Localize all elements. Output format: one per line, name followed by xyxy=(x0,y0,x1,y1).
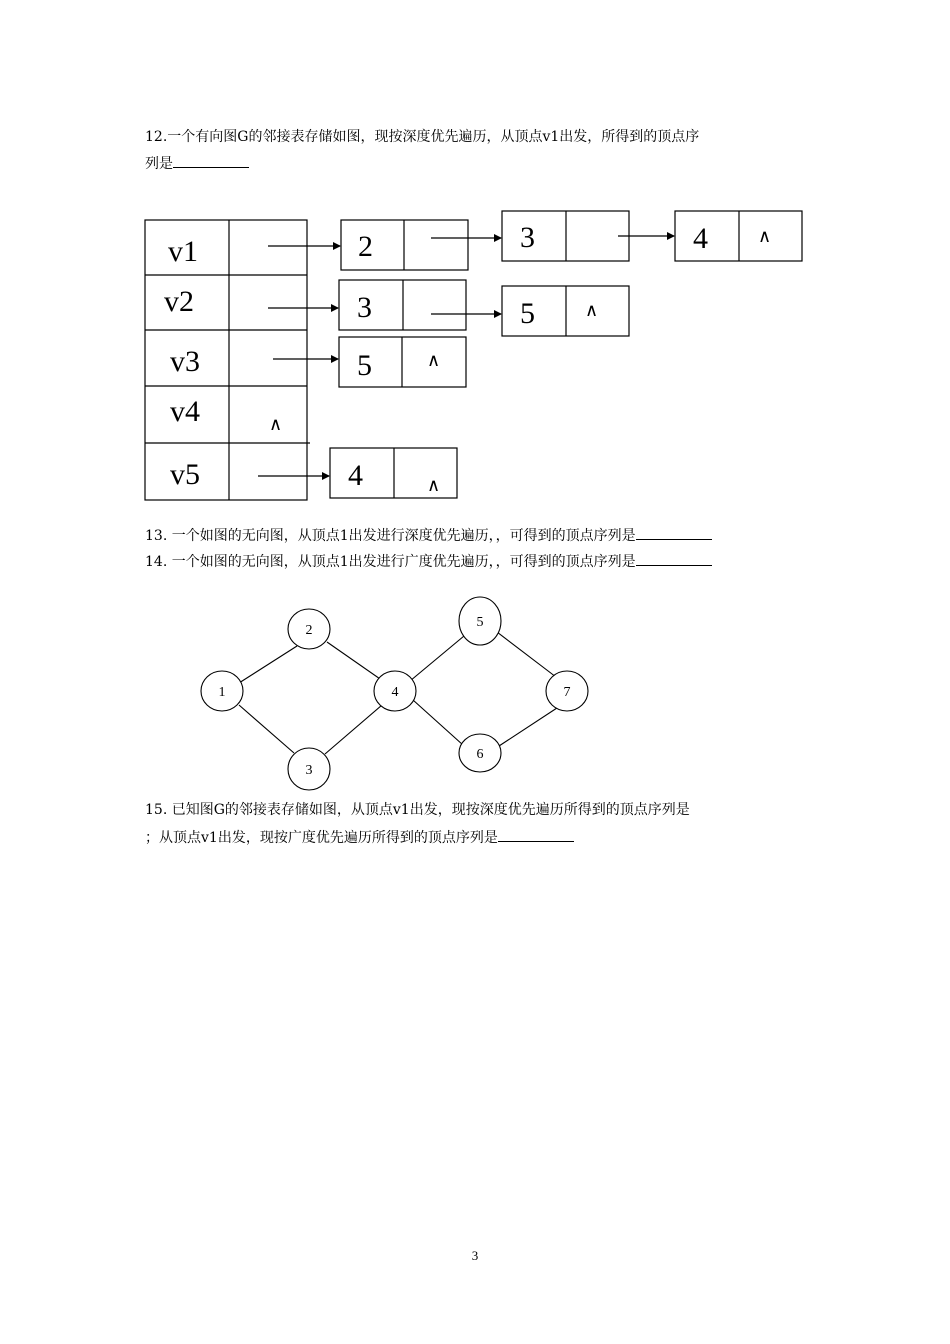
v5-node-4-value: 4 xyxy=(348,459,363,492)
v2-null-pointer: ∧ xyxy=(585,300,599,321)
v2-node-3-value: 3 xyxy=(357,291,372,324)
edge-4-6 xyxy=(413,700,463,745)
v1-null-pointer: ∧ xyxy=(758,226,772,247)
vertex-v5: v5 xyxy=(170,458,200,491)
v1-node-3-value: 3 xyxy=(520,221,535,254)
q14-text: 14. 一个如图的无向图，从顶点1出发进行广度优先遍历，，可得到的顶点序列是 xyxy=(145,554,636,570)
v5-null-pointer: ∧ xyxy=(427,475,441,496)
graph-node-2-label: 2 xyxy=(305,623,313,638)
q13-text: 13. 一个如图的无向图，从顶点1出发进行深度优先遍历，，可得到的顶点序列是 xyxy=(145,528,636,544)
vertex-v1: v1 xyxy=(168,235,198,268)
page-number: 3 xyxy=(471,1248,479,1263)
v4-null-pointer: ∧ xyxy=(269,414,283,435)
vertex-v3: v3 xyxy=(170,345,200,378)
graph-node-3-label: 3 xyxy=(305,763,313,778)
q15-line2 xyxy=(145,828,574,847)
v2-node-5-value: 5 xyxy=(520,297,535,330)
graph-node-5-label: 5 xyxy=(476,615,484,630)
graph-node-4-label: 4 xyxy=(391,685,399,700)
edge-2-4 xyxy=(327,642,383,681)
v1-node-4-value: 4 xyxy=(693,222,708,255)
q12-line1: 12.一个有向图G的邻接表存储如图，现按深度优先遍历，从顶点v1出发，所得到的顶点序 xyxy=(145,129,700,145)
vertex-v2: v2 xyxy=(164,285,194,318)
edge-1-2 xyxy=(239,646,297,683)
q12-line2-text: 列是 xyxy=(145,156,173,172)
edge-5-7 xyxy=(497,632,556,677)
q15-line2-text: ；从顶点v1出发，现按广度优先遍历所得到的顶点序列是 xyxy=(145,830,498,846)
q15-answer-blank xyxy=(498,828,574,842)
graph-node-1-label: 1 xyxy=(218,685,226,700)
edge-1-3 xyxy=(239,705,294,753)
vertex-v4: v4 xyxy=(170,395,200,428)
graph-node-6-label: 6 xyxy=(476,747,484,762)
v3-null-pointer: ∧ xyxy=(427,350,441,371)
edge-6-7 xyxy=(499,706,560,746)
q15-line1: 15. 已知图G的邻接表存储如图，从顶点v1出发，现按深度优先遍历所得到的顶点序列是 xyxy=(145,802,690,818)
edge-3-4 xyxy=(325,705,382,754)
graph-node-7-label: 7 xyxy=(563,685,571,700)
v1-node-2-value: 2 xyxy=(358,230,373,263)
edge-4-5 xyxy=(410,636,464,681)
v3-node-5-value: 5 xyxy=(357,349,372,382)
